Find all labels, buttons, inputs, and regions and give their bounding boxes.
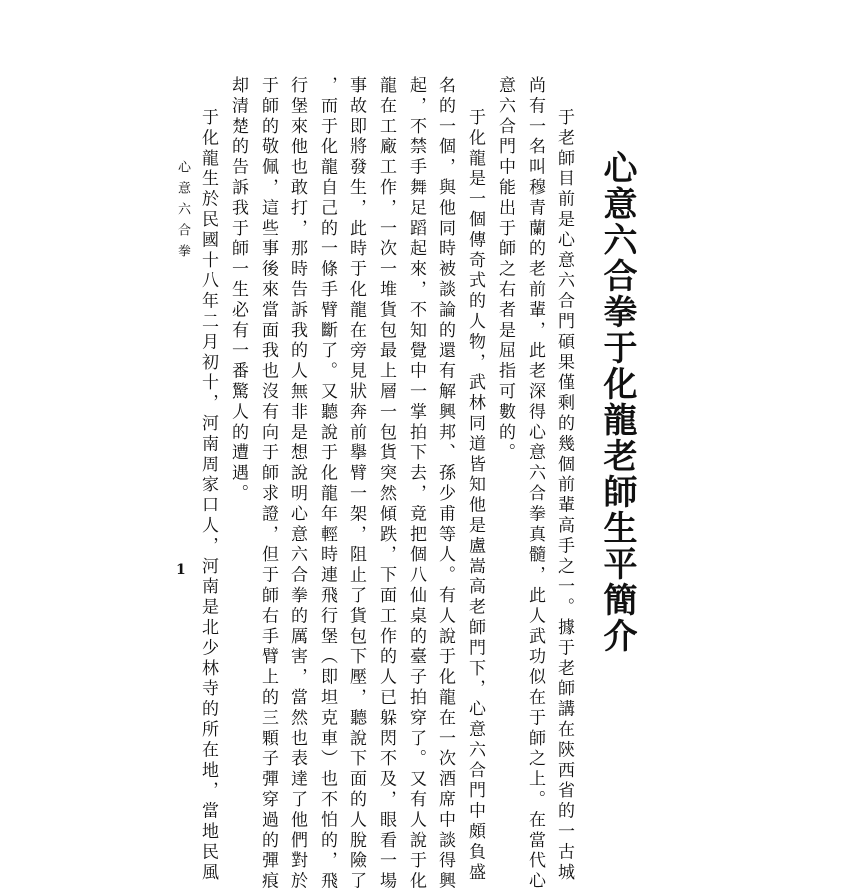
running-head: 心意六合拳: [175, 160, 190, 265]
text-column: 于化龍是一個傳奇式的人物，武林同道皆知他是盧嵩高老師門下，心意六合門中頗負盛: [465, 108, 485, 884]
text-column: 于師的敬佩，這些事後來當面我也沒有向于師求證，但于師右手臂上的三顆子彈穿過的彈痕: [258, 76, 278, 892]
text-column: 于化龍生於民國十八年二月初十，河南周家口人，河南是北少林寺的所在地，當地民風: [198, 108, 218, 884]
text-column: 于老師目前是心意六合門碩果僅剩的幾個前輩高手之一。據于老師講在陝西省的一古城: [554, 108, 574, 884]
text-column: 尚有一名叫穆青蘭的老前輩，此老深得心意六合拳真髓，此人武功似在于師之上。在當代心: [525, 76, 545, 892]
text-column: 名的一個，與他同時被談論的還有解興邦、孫少甫等人。有人說于化龍在一次酒席中談得興: [435, 76, 455, 892]
text-column: 却清楚的告訴我于師一生必有一番驚人的遭遇。: [228, 76, 248, 505]
text-column: 行堡來他也敢打，那時告訴我的人無非是想說明心意六合拳的厲害，當然也表達了他們對於: [287, 76, 307, 892]
page-title: 心意六合拳于化龍老師生平簡介: [597, 150, 637, 654]
text-column: 意六合門中能出于師之右者是屈指可數的。: [495, 76, 515, 464]
text-column: 事故即將發生，此時于化龍在旁見狀奔前擧臂一架，阻止了貨包下壓，聽說下面的人脫險了: [346, 76, 366, 892]
text-column: 龍在工廠工作，一次一堆貨包最上層一包貨突然傾跌，下面工作的人已躲閃不及，眼看一場: [376, 76, 396, 892]
text-column: ，而于化龍自己的一條手臂斷了。又聽說于化龍年輕時連飛行堡（即坦克車）也不怕的，飛: [317, 76, 337, 892]
text-column: 起，不禁手舞足蹈起來，不知覺中一掌拍下去，竟把個八仙桌的臺子拍穿了。又有人說于化: [406, 76, 426, 892]
page-number: 1: [176, 562, 186, 578]
